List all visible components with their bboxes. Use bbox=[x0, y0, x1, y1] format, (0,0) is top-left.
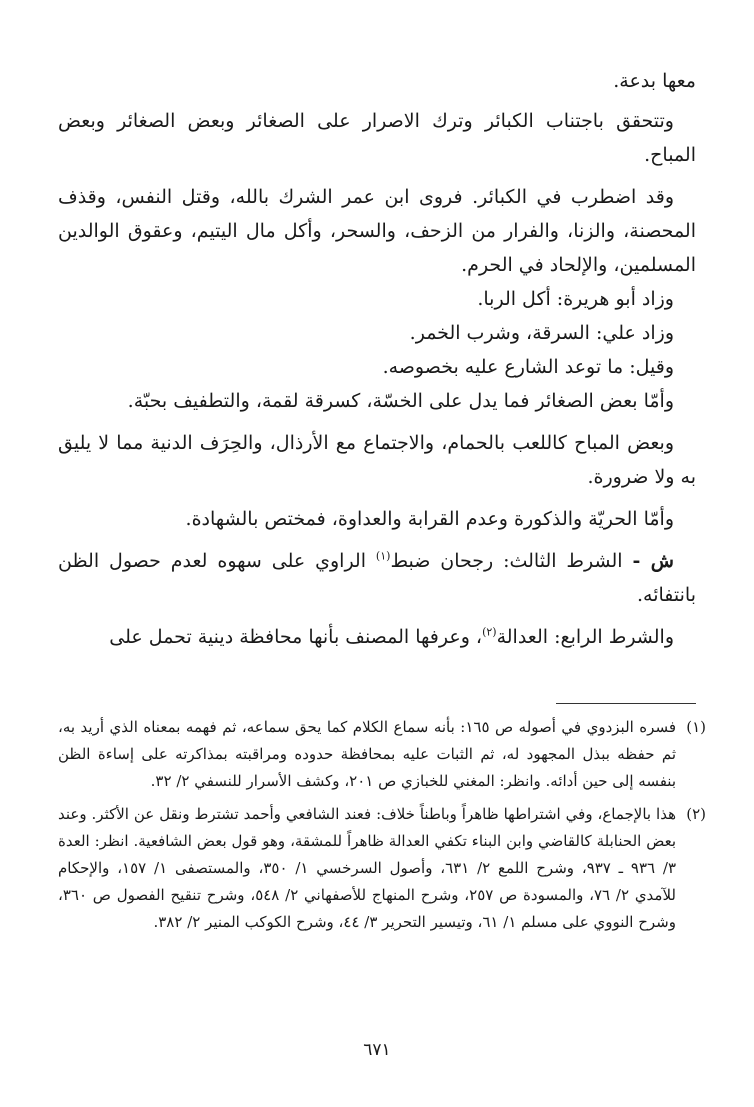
page-number: ٦٧١ bbox=[363, 1040, 391, 1060]
paragraph-11-part-b: ، وعرفها المصنف بأنها محافظة دينية تحمل على bbox=[109, 626, 483, 648]
paragraph-8: وبعض المباح كاللعب بالحمام، والاجتماع مع الأرذال، والحِرَف الدنية مما لا يليق به ولا ضرورة. bbox=[58, 432, 696, 488]
footnote-text: فسره البزدوي في أصوله ص ١٦٥: بأنه سماع الكلام كما يحق سماعه، ثم فهمه بمعناه الذي أريد به، ثم حفظه ببذل المجهود له، ثم الثبات عليه بمحافظة حدوده ومراقبته بمذاكرته على إساءة الظن بنفسه إلى حين أدائه. وانظر: المغني للخبازي ص ٢٠١، وكشف الأسرار للنسفي ٢/ ٣٢. bbox=[58, 718, 676, 790]
footnote-number: (٢) bbox=[686, 805, 706, 823]
footnote-1 bbox=[58, 714, 706, 795]
paragraph-10-part-a: الشرط الثالث: رجحان ضبط bbox=[390, 550, 623, 572]
footnote-ref-2[interactable]: (٢) bbox=[482, 625, 497, 639]
paragraph-7: وأمّا بعض الصغائر فما يدل على الخسّة، كسرقة لقمة، والتطفيف بحبّة. bbox=[127, 390, 674, 412]
paragraph-11-part-a: والشرط الرابع: العدالة bbox=[496, 626, 674, 648]
paragraph-2: وتتحقق باجتناب الكبائر وترك الاصرار على الصغائر وبعض الصغائر وبعض المباح. bbox=[58, 110, 696, 166]
commentary-marker: ش - bbox=[632, 550, 675, 572]
footnote-separator bbox=[556, 703, 696, 704]
footnote-text: هذا بالإجماع، وفي اشتراطها ظاهراً وباطناً خلاف: فعند الشافعي وأحمد تشترط ونقل عن الأكثر. وعند بعض الحنابلة كالقاضي وابن البناء تكفي العدالة ظاهراً للمشقة، وهو قول بعض الشافعية. انظر: العدة ٣/ ٩٣٦ ـ ٩٣٧، وشرح اللمع ٢/ ٦٣١، وأصول السرخسي ١/ ٣٥٠، والمستصفى ١/ ١٥٧، والإحكام للآمدي ٢/ ٧٦، والمسودة ص ٢٥٧، وشرح المنهاج للأصفهاني ٢/ ٥٤٨، وشرح تنقيح الفصول ص ٣٦٠، وشرح النووي على مسلم ١/ ٦١، وتيسير التحرير ٣/ ٤٤، وشرح الكوكب المنير ٢/ ٣٨٢. bbox=[58, 805, 677, 931]
footnotes bbox=[58, 714, 706, 942]
paragraph-11 bbox=[58, 620, 696, 654]
paragraph-4: وزاد أبو هريرة: أكل الربا. bbox=[477, 288, 674, 310]
paragraph-1: معها بدعة. bbox=[613, 70, 696, 92]
paragraph-10 bbox=[58, 544, 696, 612]
footnote-number: (١) bbox=[686, 718, 706, 736]
footnote-ref-1[interactable]: (١) bbox=[375, 549, 391, 563]
paragraph-6: وقيل: ما توعد الشارع عليه بخصوصه. bbox=[382, 356, 674, 378]
main-text bbox=[58, 64, 696, 654]
paragraph-5: وزاد علي: السرقة، وشرب الخمر. bbox=[409, 322, 674, 344]
footnote-2 bbox=[58, 801, 706, 936]
paragraph-10-part-b: الراوي على سهوه لعدم حصول الظن بانتفائه. bbox=[58, 550, 696, 606]
paragraph-3: وقد اضطرب في الكبائر. فروى ابن عمر الشرك بالله، وقتل النفس، وقذف المحصنة، والزنا، والفرار من الزحف، والسحر، وأكل مال اليتيم، وعقوق الوالدين المسلمين، والإلحاد في الحرم. bbox=[58, 186, 696, 276]
paragraph-9: وأمّا الحريّة والذكورة وعدم القرابة والعداوة، فمختص بالشهادة. bbox=[185, 508, 674, 530]
